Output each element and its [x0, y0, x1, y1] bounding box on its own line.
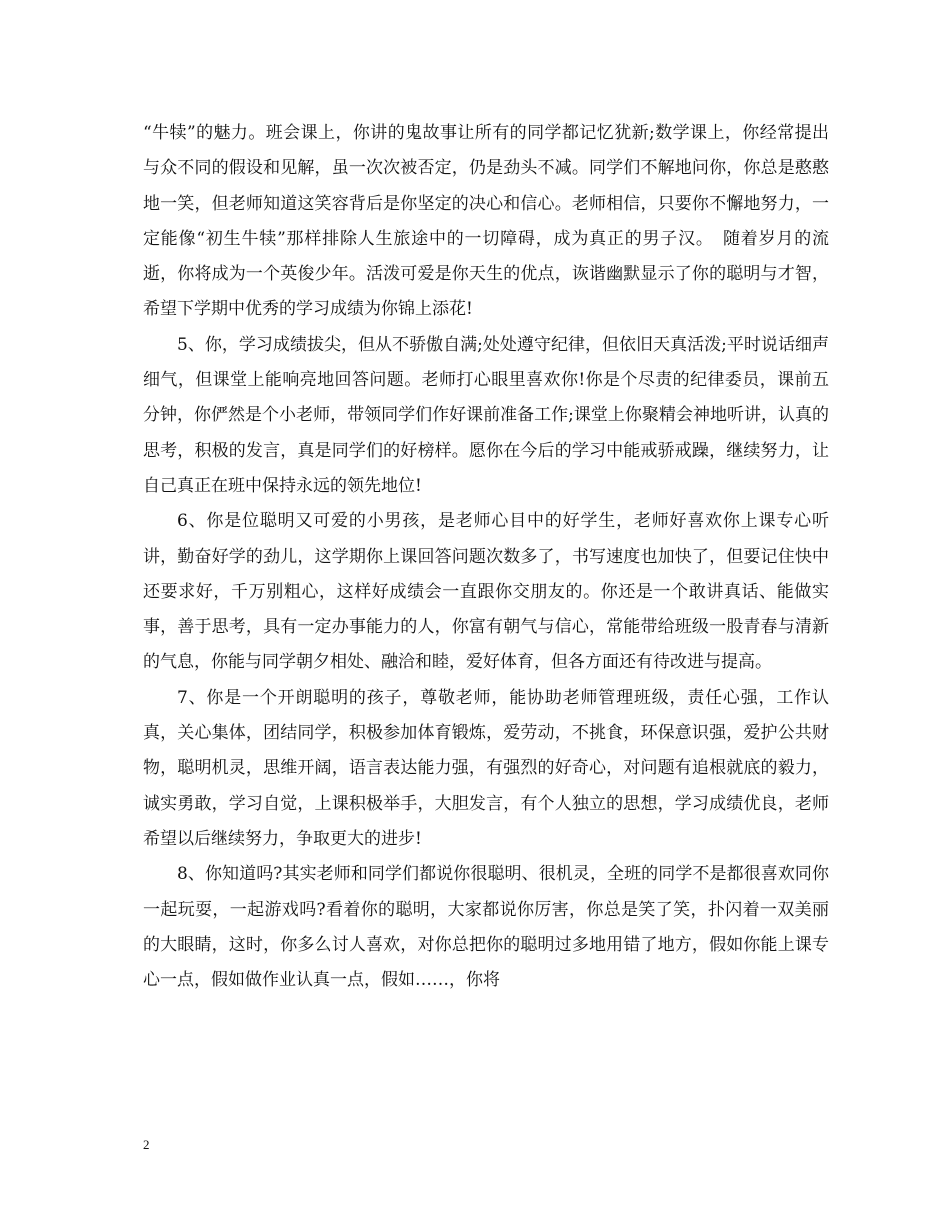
body-text	[143, 116, 829, 998]
paragraph-4: 7、你是一个开朗聪明的孩子，尊敬老师，能协助老师管理班级，责任心强，工作认真，关心集体，团结同学，积极参加体育锻炼，爱劳动，不挑食，环保意识强，爱护公共财物，聪明机灵，思维开阔，语言表达能力强，有强烈的好奇心，对问题有追根就底的毅力，诚实勇敢，学习自觉，上课积极举手，大胆发言，有个人独立的思想，学习成绩优良，老师希望以后继续努力，争取更大的进步!	[143, 687, 829, 849]
page-number: 2	[143, 1137, 150, 1152]
paragraph-1: “牛犊”的魅力。班会课上，你讲的鬼故事让所有的同学都记忆犹新;数学课上，你经常提出与众不同的假设和见解，虽一次次被否定，仍是劲头不减。同学们不解地问你，你总是憨憨地一笑，但老师知道这笑容背后是你坚定的决心和信心。老师相信，只要你不懈地努力，一定能像“初生牛犊”那样排除人生旅途中的一切障碍，成为真正的男子汉。 随着岁月的流逝，你将成为一个英俊少年。活泼可爱是你天生的优点，诙谐幽默显示了你的聪明与才智，希望下学期中优秀的学习成绩为你锦上添花!	[143, 123, 829, 320]
paragraph-3: 6、你是位聪明又可爱的小男孩，是老师心目中的好学生，老师好喜欢你上课专心听讲，勤奋好学的劲儿，这学期你上课回答问题次数多了，书写速度也加快了，但要记住快中还要求好，千万别粗心，这样好成绩会一直跟你交朋友的。你还是一个敢讲真话、能做实事，善于思考，具有一定办事能力的人，你富有朝气与信心，常能带给班级一股青春与清新的气息，你能与同学朝夕相处、融洽和睦，爱好体育，但各方面还有待改进与提高。	[143, 511, 829, 673]
paragraph-5: 8、你知道吗?其实老师和同学们都说你很聪明、很机灵，全班的同学不是都很喜欢同你一起玩耍，一起游戏吗?看着你的聪明，大家都说你厉害，你总是笑了笑，扑闪着一双美丽的大眼睛，这时，你多么讨人喜欢，对你总把你的聪明过多地用错了地方，假如你能上课专心一点，假如做作业认真一点，假如……，你将	[143, 864, 829, 991]
paragraph-2: 5、你，学习成绩拔尖，但从不骄傲自满;处处遵守纪律，但依旧天真活泼;平时说话细声细气，但课堂上能响亮地回答问题。老师打心眼里喜欢你!你是个尽责的纪律委员，课前五分钟，你俨然是个小老师，带领同学们作好课前准备工作;课堂上你聚精会神地听讲，认真的思考，积极的发言，真是同学们的好榜样。愿你在今后的学习中能戒骄戒躁，继续努力，让自己真正在班中保持永远的领先地位!	[143, 334, 829, 496]
